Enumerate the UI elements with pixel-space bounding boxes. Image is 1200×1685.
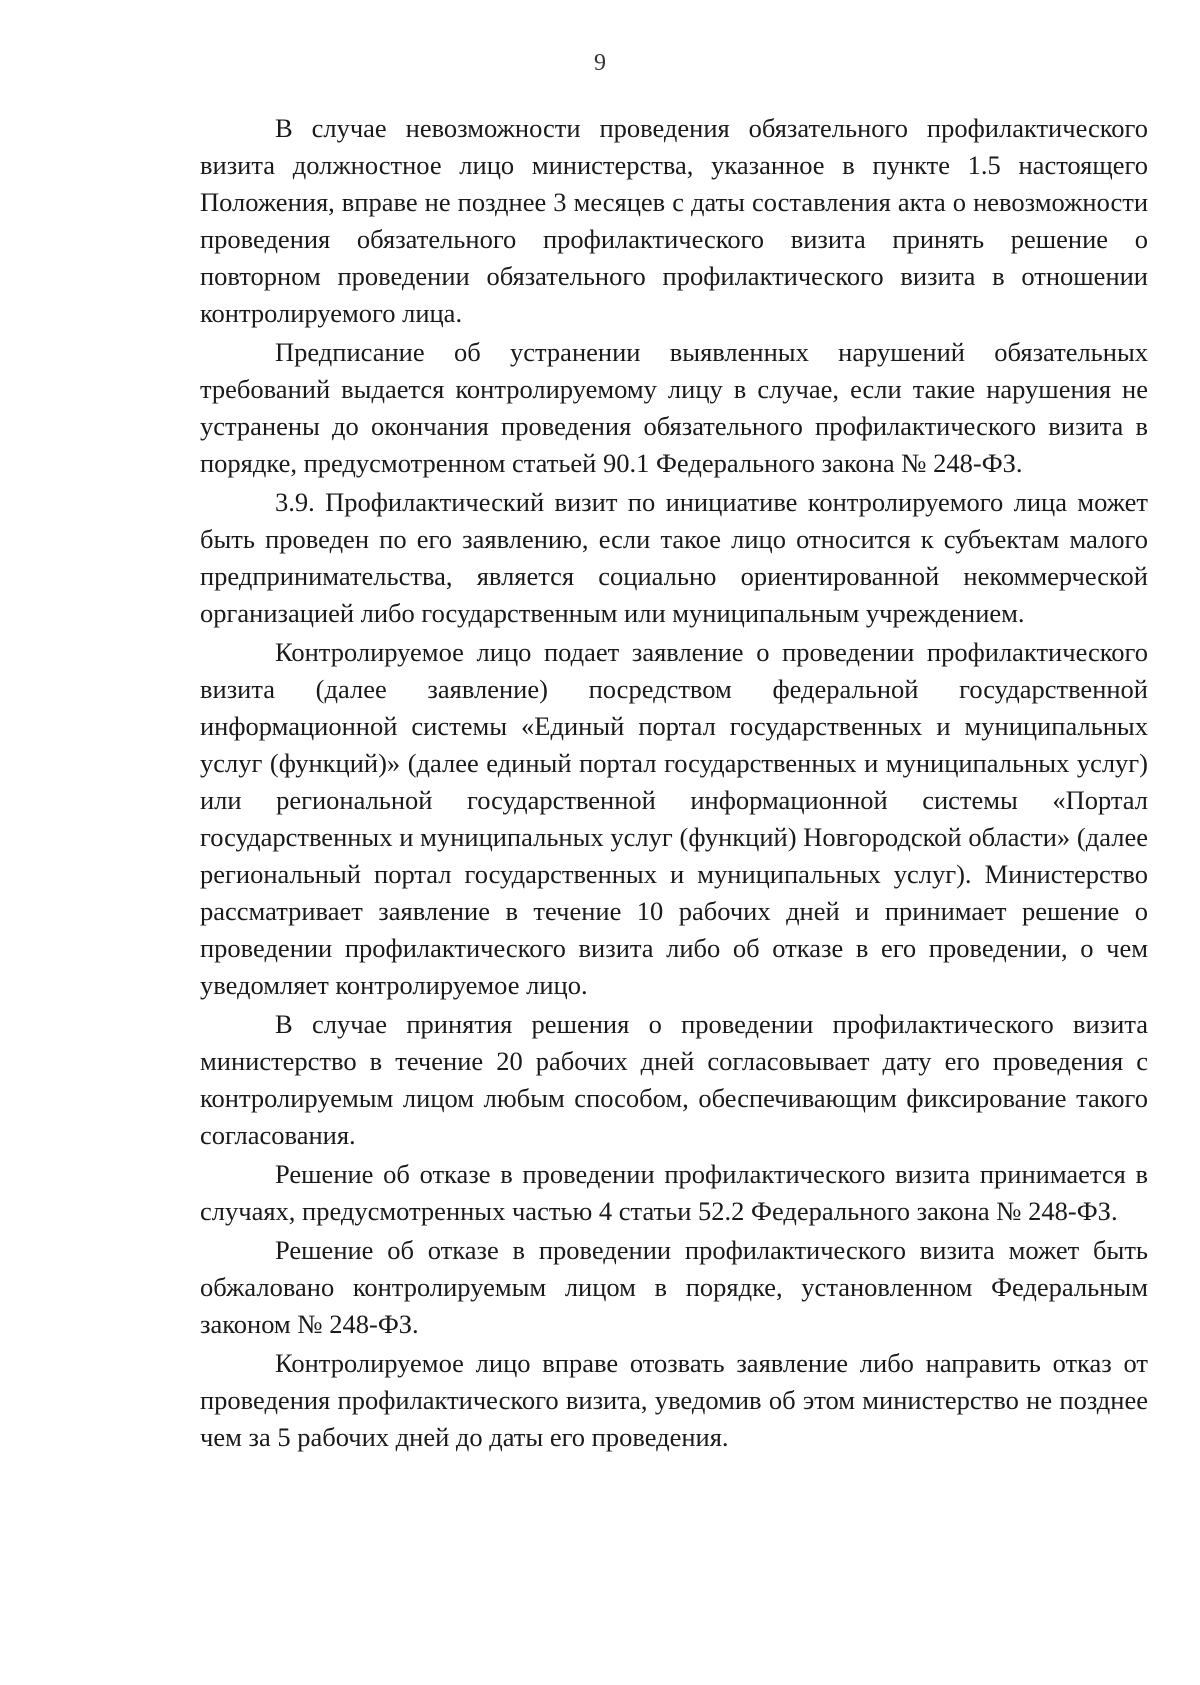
paragraph: Предписание об устранении выявленных нарушений обязательных требований выдается контролируемому лицу в случае, если такие нарушения не устранены до окончания проведения обязательного профилактического визита в порядке, предусмотренном статьей 90.1 Федерального закона № 248-ФЗ. — [200, 337, 1148, 478]
paragraph: 3.9. Профилактический визит по инициативе контролируемого лица может быть проведен по его заявлению, если такое лицо относится к субъектам малого предпринимательства, является социально ориентированной некоммерческой организацией либо государственным или муниципальным учреждением. — [200, 487, 1148, 628]
paragraph: Контролируемое лицо вправе отозвать заявление либо направить отказ от проведения профилактического визита, уведомив об этом министерство не позднее чем за 5 рабочих дней до даты его проведения. — [200, 1348, 1148, 1452]
paragraph: Решение об отказе в проведении профилактического визита принимается в случаях, предусмотренных частью 4 статьи 52.2 Федерального закона № 248-ФЗ. — [200, 1159, 1148, 1226]
paragraph: Решение об отказе в проведении профилактического визита может быть обжаловано контролируемым лицом в порядке, установленном Федеральным законом № 248-ФЗ. — [200, 1235, 1148, 1339]
paragraph: В случае принятия решения о проведении профилактического визита министерство в течение 20 рабочих дней согласовывает дату его проведения с контролируемым лицом любым способом, обеспечивающим фиксирование такого согласования. — [200, 1009, 1148, 1150]
document-body — [200, 110, 1148, 1456]
paragraph: В случае невозможности проведения обязательного профилактического визита должностное лицо министерства, указанное в пункте 1.5 настоящего Положения, вправе не позднее 3 месяцев с даты составления акта о невозможности проведения обязательного профилактического визита принять решение о повторном проведении обязательного профилактического визита в отношении контролируемого лица. — [200, 113, 1148, 328]
page-number: 9 — [594, 50, 606, 76]
paragraph: Контролируемое лицо подает заявление о проведении профилактического визита (далее заявление) посредством федеральной государственной информационной системы «Единый портал государственных и муниципальных услуг (функций)» (далее единый портал государственных и муниципальных услуг) или региональной государственной информационной системы «Портал государственных и муниципальных услуг (функций) Новгородской области» (далее региональный портал государственных и муниципальных услуг). Министерство рассматривает заявление в течение 10 рабочих дней и принимает решение о проведении профилактического визита либо об отказе в его проведении, о чем уведомляет контролируемое лицо. — [200, 637, 1148, 1000]
